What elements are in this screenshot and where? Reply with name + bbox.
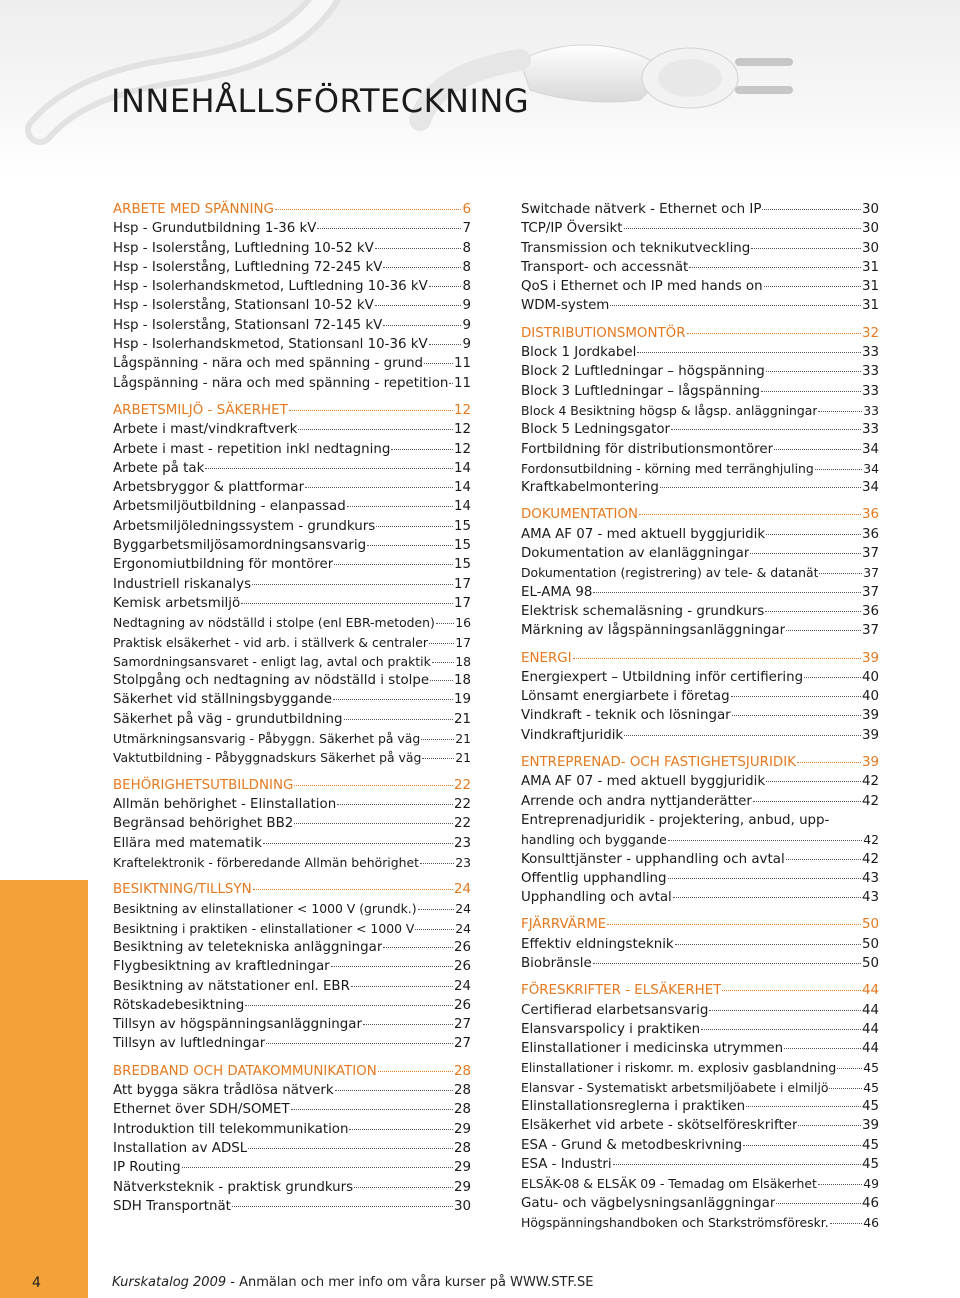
toc-entry[interactable]: Hsp - Isolerstång, Stationsanl 10-52 kV 9 xyxy=(113,298,471,314)
toc-entry[interactable]: Utmärkningsansvarig - Påbyggn. Säkerhet på väg 21 xyxy=(113,731,471,747)
toc-entry[interactable]: Kraftelektronik - förberedande Allmän behörighet 23 xyxy=(113,854,471,870)
footer-info: Anmälan och mer info om våra kurser på WWW.STF.SE xyxy=(234,1275,594,1290)
toc-entry[interactable]: Offentlig upphandling 43 xyxy=(521,870,879,886)
toc-entry[interactable]: Byggarbetsmiljösamordningsansvarig 15 xyxy=(113,538,471,554)
toc-entry[interactable]: Elinstallationer i medicinska utrymmen 44 xyxy=(521,1041,879,1057)
toc-heading[interactable]: ENTREPRENAD- OCH FASTIGHETSJURIDIK 39 xyxy=(521,755,879,771)
toc-entry[interactable]: Block 1 Jordkabel 33 xyxy=(521,345,879,361)
toc-entry[interactable]: Ellära med matematik 23 xyxy=(113,835,471,851)
toc-entry[interactable]: Samordningsansvaret - enligt lag, avtal och praktik 18 xyxy=(113,653,471,669)
toc-entry[interactable]: Elinstallationsreglerna i praktiken 45 xyxy=(521,1099,879,1115)
toc-entry[interactable]: Elansvar - Systematiskt arbetsmiljöabete i elmiljö 45 xyxy=(521,1079,879,1095)
toc-entry[interactable]: Allmän behörighet - Elinstallation 22 xyxy=(113,796,471,812)
page-number: 4 xyxy=(32,1275,41,1291)
toc-entry[interactable]: WDM-system 31 xyxy=(521,298,879,314)
toc-entry[interactable]: Lågspänning - nära och med spänning - grund 11 xyxy=(113,356,471,372)
toc-entry[interactable]: Hsp - Grundutbildning 1-36 kV 7 xyxy=(113,221,471,237)
toc-entry[interactable]: Gatu- och vägbelysningsanläggningar 46 xyxy=(521,1195,879,1211)
footer-text xyxy=(112,1275,593,1290)
toc-entry[interactable]: ESA - Industri 45 xyxy=(521,1156,879,1172)
toc-entry[interactable]: IP Routing 29 xyxy=(113,1160,471,1176)
page-title: INNEHÅLLSFÖRTECKNING xyxy=(111,82,530,120)
toc-section xyxy=(113,776,471,872)
toc-entry[interactable] xyxy=(521,811,879,850)
toc-entry[interactable]: Begränsad behörighet BB2 22 xyxy=(113,816,471,832)
toc-entry[interactable]: Arrende och andra nyttjanderätter 42 xyxy=(521,793,879,809)
toc-entry[interactable]: Transport- och accessnät 31 xyxy=(521,259,879,275)
toc-entry[interactable]: Hsp - Isolerhandskmetod, Luftledning 10-36 kV 8 xyxy=(113,279,471,295)
toc-heading[interactable]: ENERGI 39 xyxy=(521,650,879,666)
toc-entry[interactable]: Hsp - Isolerhandskmetod, Stationsanl 10-36 kV 9 xyxy=(113,337,471,353)
toc-entry[interactable]: Vaktutbildning - Påbyggnadskurs Säkerhet på väg 21 xyxy=(113,750,471,766)
toc-entry[interactable]: Vindkraftjuridik 39 xyxy=(521,727,879,743)
toc-heading[interactable]: BEHÖRIGHETSUTBILDNING 22 xyxy=(113,777,471,793)
toc-entry[interactable]: Industriell riskanalys 17 xyxy=(113,576,471,592)
toc-entry[interactable]: Lönsamt energiarbete i företag 40 xyxy=(521,689,879,705)
toc-entry[interactable]: ELSÄK-08 & ELSÄK 09 - Temadag om Elsäkerhet 49 xyxy=(521,1176,879,1192)
toc-entry[interactable]: Elinstallationer i riskomr. m. explosiv gasblandning 45 xyxy=(521,1060,879,1076)
toc-entry[interactable]: Elsäkerhet vid arbete - skötselföreskrifter 39 xyxy=(521,1118,879,1134)
toc-heading[interactable]: BESIKTNING/TILLSYN 24 xyxy=(113,882,471,898)
toc-entry[interactable]: Arbetsmiljöledningssystem - grundkurs 15 xyxy=(113,518,471,534)
toc-entry[interactable]: Besiktning av nätstationer enl. EBR 24 xyxy=(113,978,471,994)
toc-entry[interactable]: Certifierad elarbetsansvarig 44 xyxy=(521,1002,879,1018)
toc-section xyxy=(113,401,471,768)
toc-entry[interactable]: Dokumentation av elanläggningar 37 xyxy=(521,546,879,562)
toc-entry[interactable]: Hsp - Isolerstång, Luftledning 10-52 kV 8 xyxy=(113,240,471,256)
toc-entry[interactable]: AMA AF 07 - med aktuell byggjuridik 36 xyxy=(521,526,879,542)
toc-entry[interactable]: Ergonomiutbildning för montörer 15 xyxy=(113,557,471,573)
toc-entry[interactable]: SDH Transportnät 30 xyxy=(113,1198,471,1214)
toc-entry[interactable]: Märkning av lågspänningsanläggningar 37 xyxy=(521,623,879,639)
toc-section xyxy=(113,200,471,393)
toc-entry[interactable]: Block 5 Ledningsgator 33 xyxy=(521,422,879,438)
toc-entry[interactable]: Flygbesiktning av kraftledningar 26 xyxy=(113,959,471,975)
toc-entry[interactable]: Besiktning i praktiken - elinstallationer < 1000 V 24 xyxy=(113,920,471,936)
catalog-label: Kurskatalog 2009 - xyxy=(112,1275,235,1290)
toc-heading[interactable]: BREDBAND OCH DATAKOMMUNIKATION 28 xyxy=(113,1063,471,1079)
toc-entry[interactable]: Energiexpert – Utbildning inför certifiering 40 xyxy=(521,669,879,685)
toc-section xyxy=(521,915,879,973)
toc-entry[interactable]: QoS i Ethernet och IP med hands on 31 xyxy=(521,279,879,295)
toc-heading[interactable]: DOKUMENTATION 36 xyxy=(521,507,879,523)
toc-left-column xyxy=(113,200,471,1224)
toc-entry[interactable]: Säkerhet vid ställningsbyggande 19 xyxy=(113,692,471,708)
toc-entry[interactable]: EL-AMA 98 37 xyxy=(521,584,879,600)
toc-entry[interactable]: Vindkraft - teknik och lösningar 39 xyxy=(521,708,879,724)
toc-entry[interactable]: Högspänningshandboken och Starkströmsföreskr. 46 xyxy=(521,1214,879,1230)
toc-entry[interactable]: Arbete i mast - repetition inkl nedtagning 12 xyxy=(113,441,471,457)
toc-section xyxy=(521,505,879,640)
toc-entry[interactable]: Elansvarspolicy i praktiken 44 xyxy=(521,1021,879,1037)
toc-entry[interactable]: Rötskadebesiktning 26 xyxy=(113,997,471,1013)
header-banner xyxy=(0,0,960,178)
toc-entry[interactable]: Arbete på tak 14 xyxy=(113,460,471,476)
toc-heading[interactable]: FJÄRRVÄRME 50 xyxy=(521,917,879,933)
toc-heading[interactable]: DISTRIBUTIONSMONTÖR 32 xyxy=(521,325,879,341)
toc-entry[interactable]: Biobränsle 50 xyxy=(521,955,879,971)
toc-section xyxy=(521,324,879,498)
side-color-bar xyxy=(0,880,88,1298)
toc-entry[interactable]: Nedtagning av nödställd i stolpe (enl EBR-metoden) 16 xyxy=(113,615,471,631)
toc-heading[interactable]: ARBETSMILJÖ - SÄKERHET 12 xyxy=(113,402,471,418)
toc-entry[interactable]: Att bygga säkra trådlösa nätverk 28 xyxy=(113,1083,471,1099)
toc-entry[interactable]: Säkerhet på väg - grundutbildning 21 xyxy=(113,711,471,727)
toc-entry[interactable]: Nätverksteknik - praktisk grundkurs 29 xyxy=(113,1179,471,1195)
toc-entry[interactable]: Dokumentation (registrering) av tele- & datanät 37 xyxy=(521,565,879,581)
toc-entry[interactable]: Praktisk elsäkerhet - vid arb. i ställverk & centraler 17 xyxy=(113,634,471,650)
toc-section xyxy=(521,200,879,316)
toc-entry-continuation: handling och byggande 42 xyxy=(521,832,879,848)
toc-entry[interactable]: AMA AF 07 - med aktuell byggjuridik 42 xyxy=(521,774,879,790)
toc-section xyxy=(113,880,471,1054)
toc-section xyxy=(113,1062,471,1216)
toc-entry-line: Entreprenadjuridik - projektering, anbud, upp- xyxy=(521,812,830,828)
toc-entry[interactable]: Kraftkabelmontering 34 xyxy=(521,480,879,496)
toc-entry[interactable]: Block 3 Luftledningar – lågspänning 33 xyxy=(521,383,879,399)
toc-entry[interactable]: Elektrisk schemaläsning - grundkurs 36 xyxy=(521,603,879,619)
toc-entry[interactable]: Stolpgång och nedtagning av nödställd i stolpe 18 xyxy=(113,673,471,689)
toc-entry[interactable]: Besiktning av teletekniska anläggningar 26 xyxy=(113,939,471,955)
toc-entry[interactable]: Besiktning av elinstallationer < 1000 V (grundk.) 24 xyxy=(113,901,471,917)
toc-entry[interactable]: Switchade nätverk - Ethernet och IP 30 xyxy=(521,202,879,217)
toc-entry[interactable]: Arbetsbryggor & plattformar 14 xyxy=(113,480,471,496)
toc-entry[interactable]: TCP/IP Översikt 30 xyxy=(521,221,879,237)
toc-entry[interactable]: Introduktion till telekommunikation 29 xyxy=(113,1121,471,1137)
toc-entry[interactable]: Installation av ADSL 28 xyxy=(113,1140,471,1156)
toc-heading[interactable]: FÖRESKRIFTER - ELSÄKERHET 44 xyxy=(521,983,879,999)
toc-section xyxy=(521,981,879,1232)
toc-entry[interactable]: Block 4 Besiktning högsp & lågsp. anläggningar 33 xyxy=(521,402,879,418)
toc-section xyxy=(521,649,879,745)
toc-entry[interactable]: Arbete i mast/vindkraftverk 12 xyxy=(113,422,471,438)
toc-entry[interactable]: Upphandling och avtal 43 xyxy=(521,890,879,906)
toc-entry[interactable]: Arbetsmiljöutbildning - elanpassad 14 xyxy=(113,499,471,515)
toc-entry[interactable]: Tillsyn av luftledningar 27 xyxy=(113,1036,471,1052)
toc-entry[interactable]: Effektiv eldningsteknik 50 xyxy=(521,936,879,952)
toc-right-column xyxy=(521,200,879,1240)
toc-entry[interactable]: ESA - Grund & metodbeskrivning 45 xyxy=(521,1137,879,1153)
toc-entry[interactable]: Fortbildning för distributionsmontörer 34 xyxy=(521,441,879,457)
toc-entry[interactable]: Kemisk arbetsmiljö 17 xyxy=(113,595,471,611)
toc-entry[interactable]: Transmission och teknikutveckling 30 xyxy=(521,240,879,256)
toc-section xyxy=(521,753,879,907)
toc-entry[interactable]: Tillsyn av högspänningsanläggningar 27 xyxy=(113,1017,471,1033)
toc-entry[interactable]: Lågspänning - nära och med spänning - repetition 11 xyxy=(113,375,471,391)
toc-entry[interactable]: Ethernet över SDH/SOMET 28 xyxy=(113,1102,471,1118)
toc-entry[interactable]: Hsp - Isolerstång, Stationsanl 72-145 kV 9 xyxy=(113,317,471,333)
toc-entry[interactable]: Block 2 Luftledningar – högspänning 33 xyxy=(521,364,879,380)
toc-entry[interactable]: Fordonsutbildning - körning med terränghjuling 34 xyxy=(521,460,879,476)
toc-entry[interactable]: Konsulttjänster - upphandling och avtal 42 xyxy=(521,851,879,867)
toc-entry[interactable]: Hsp - Isolerstång, Luftledning 72-245 kV 8 xyxy=(113,259,471,275)
toc-heading[interactable]: ARBETE MED SPÄNNING 6 xyxy=(113,202,471,217)
